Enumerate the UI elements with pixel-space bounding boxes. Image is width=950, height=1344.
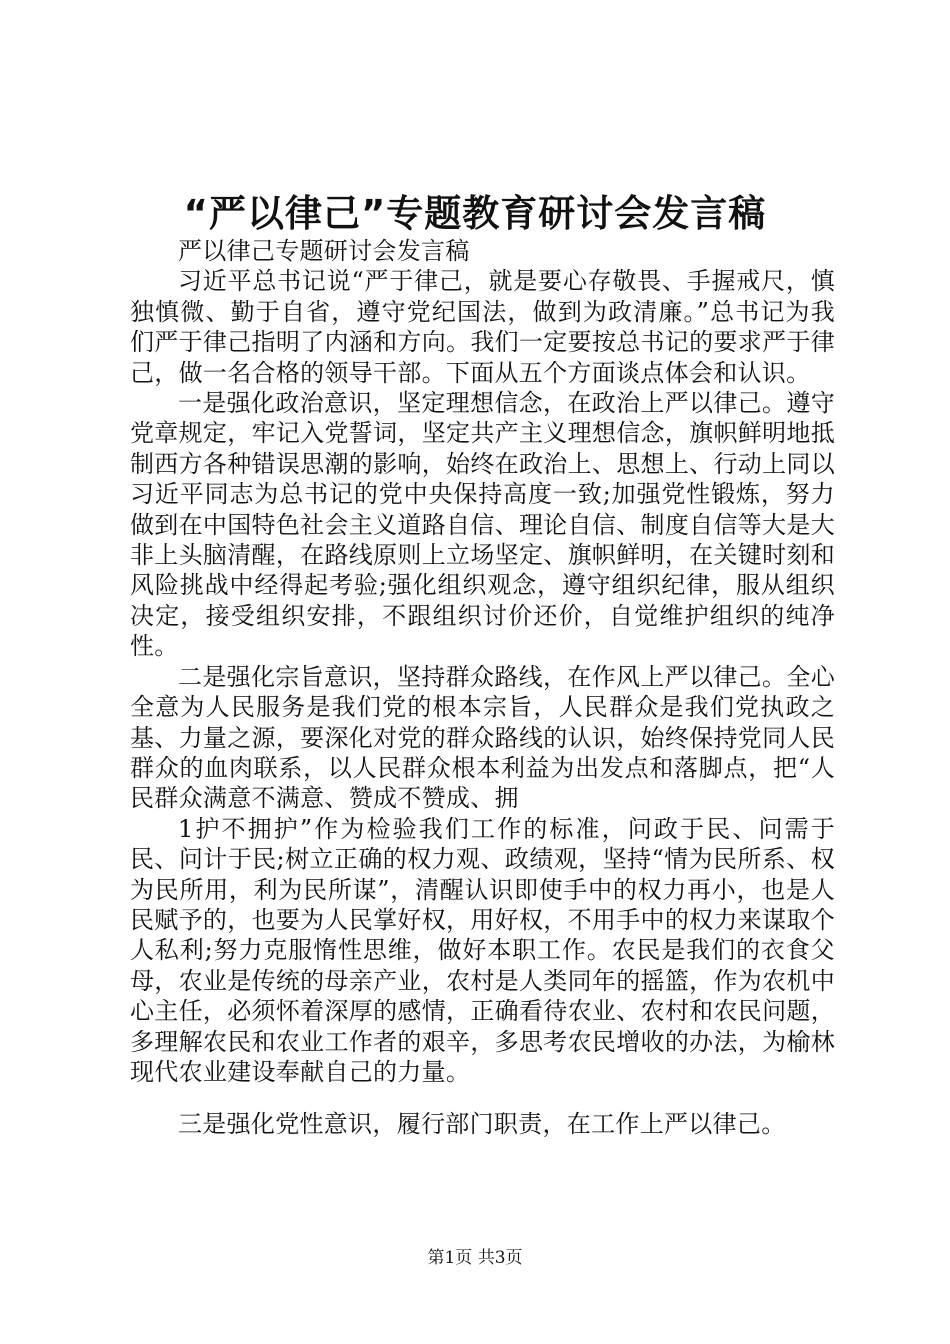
paragraph-subtitle: 严以律己专题研讨会发言稿 [178, 237, 470, 265]
paragraph-point-two: 二是强化宗旨意识，坚持群众路线，在作风上严以律己。全心全意为人民服务是我们党的根本宗旨，人民群众是我们党执政之基、力量之源，要深化对党的群众路线的认识，始终保持党同人民群众的血肉联系，以人民群众根本利益为出发点和落脚点，把“人民群众满意不满意、赞成不赞成、拥 [130, 662, 835, 813]
paragraph-point-one: 一是强化政治意识，坚定理想信念，在政治上严以律己。遵守党章规定，牢记入党誓词，坚定共产主义理想信念，旗帜鲜明地抵制西方各种错误思潮的影响，始终在政治上、思想上、行动上同以习近平同志为总书记的党中央保持高度一致;加强党性锻炼，努力做到在中国特色社会主义道路自信、理论自信、制度自信等大是大非上头脑清醒，在路线原则上立场坚定、旗帜鲜明，在关键时刻和风险挑战中经得起考验;强化组织观念，遵守组织纪律，服从组织决定，接受组织安排，不跟组织讨价还价，自觉维护组织的纯净性。 [130, 389, 835, 661]
paragraph-point-three: 三是强化党性意识，履行部门职责，在工作上严以律己。 [178, 1110, 786, 1139]
paragraph-intro: 习近平总书记说“严于律己，就是要心存敬畏、手握戒尺，慎独慎微、勤于自省，遵守党纪国法，做到为政清廉。”总书记为我们严于律己指明了内涵和方向。我们一定要按总书记的要求严于律己，做一名合格的领导干部。下面从五个方面谈点体会和认识。 [130, 267, 835, 387]
paragraph-point-two-cont: 1护不拥护”作为检验我们工作的标准，问政于民、问需于民、问计于民;树立正确的权力观、政绩观，坚持“情为民所系、权为民所用，利为民所谋”，清醒认识即使手中的权力再小，也是人民赋予的，也要为人民掌好权，用好权，不用手中的权力来谋取个人私利;努力克服惰性思维，做好本职工作。农民是我们的衣食父母，农业是传统的母亲产业，农村是人类同年的摇篮，作为农机中心主任，必须怀着深厚的感情，正确看待农业、农村和农民问题，多理解农民和农业工作者的艰辛，多思考农民增收的办法，为榆林现代农业建设奉献自己的力量。 [130, 814, 835, 1086]
page-number: 第1页 共3页 [427, 1248, 523, 1268]
document-body [130, 236, 835, 1140]
document-title: “严以律己”专题教育研讨会发言稿 [183, 192, 767, 235]
